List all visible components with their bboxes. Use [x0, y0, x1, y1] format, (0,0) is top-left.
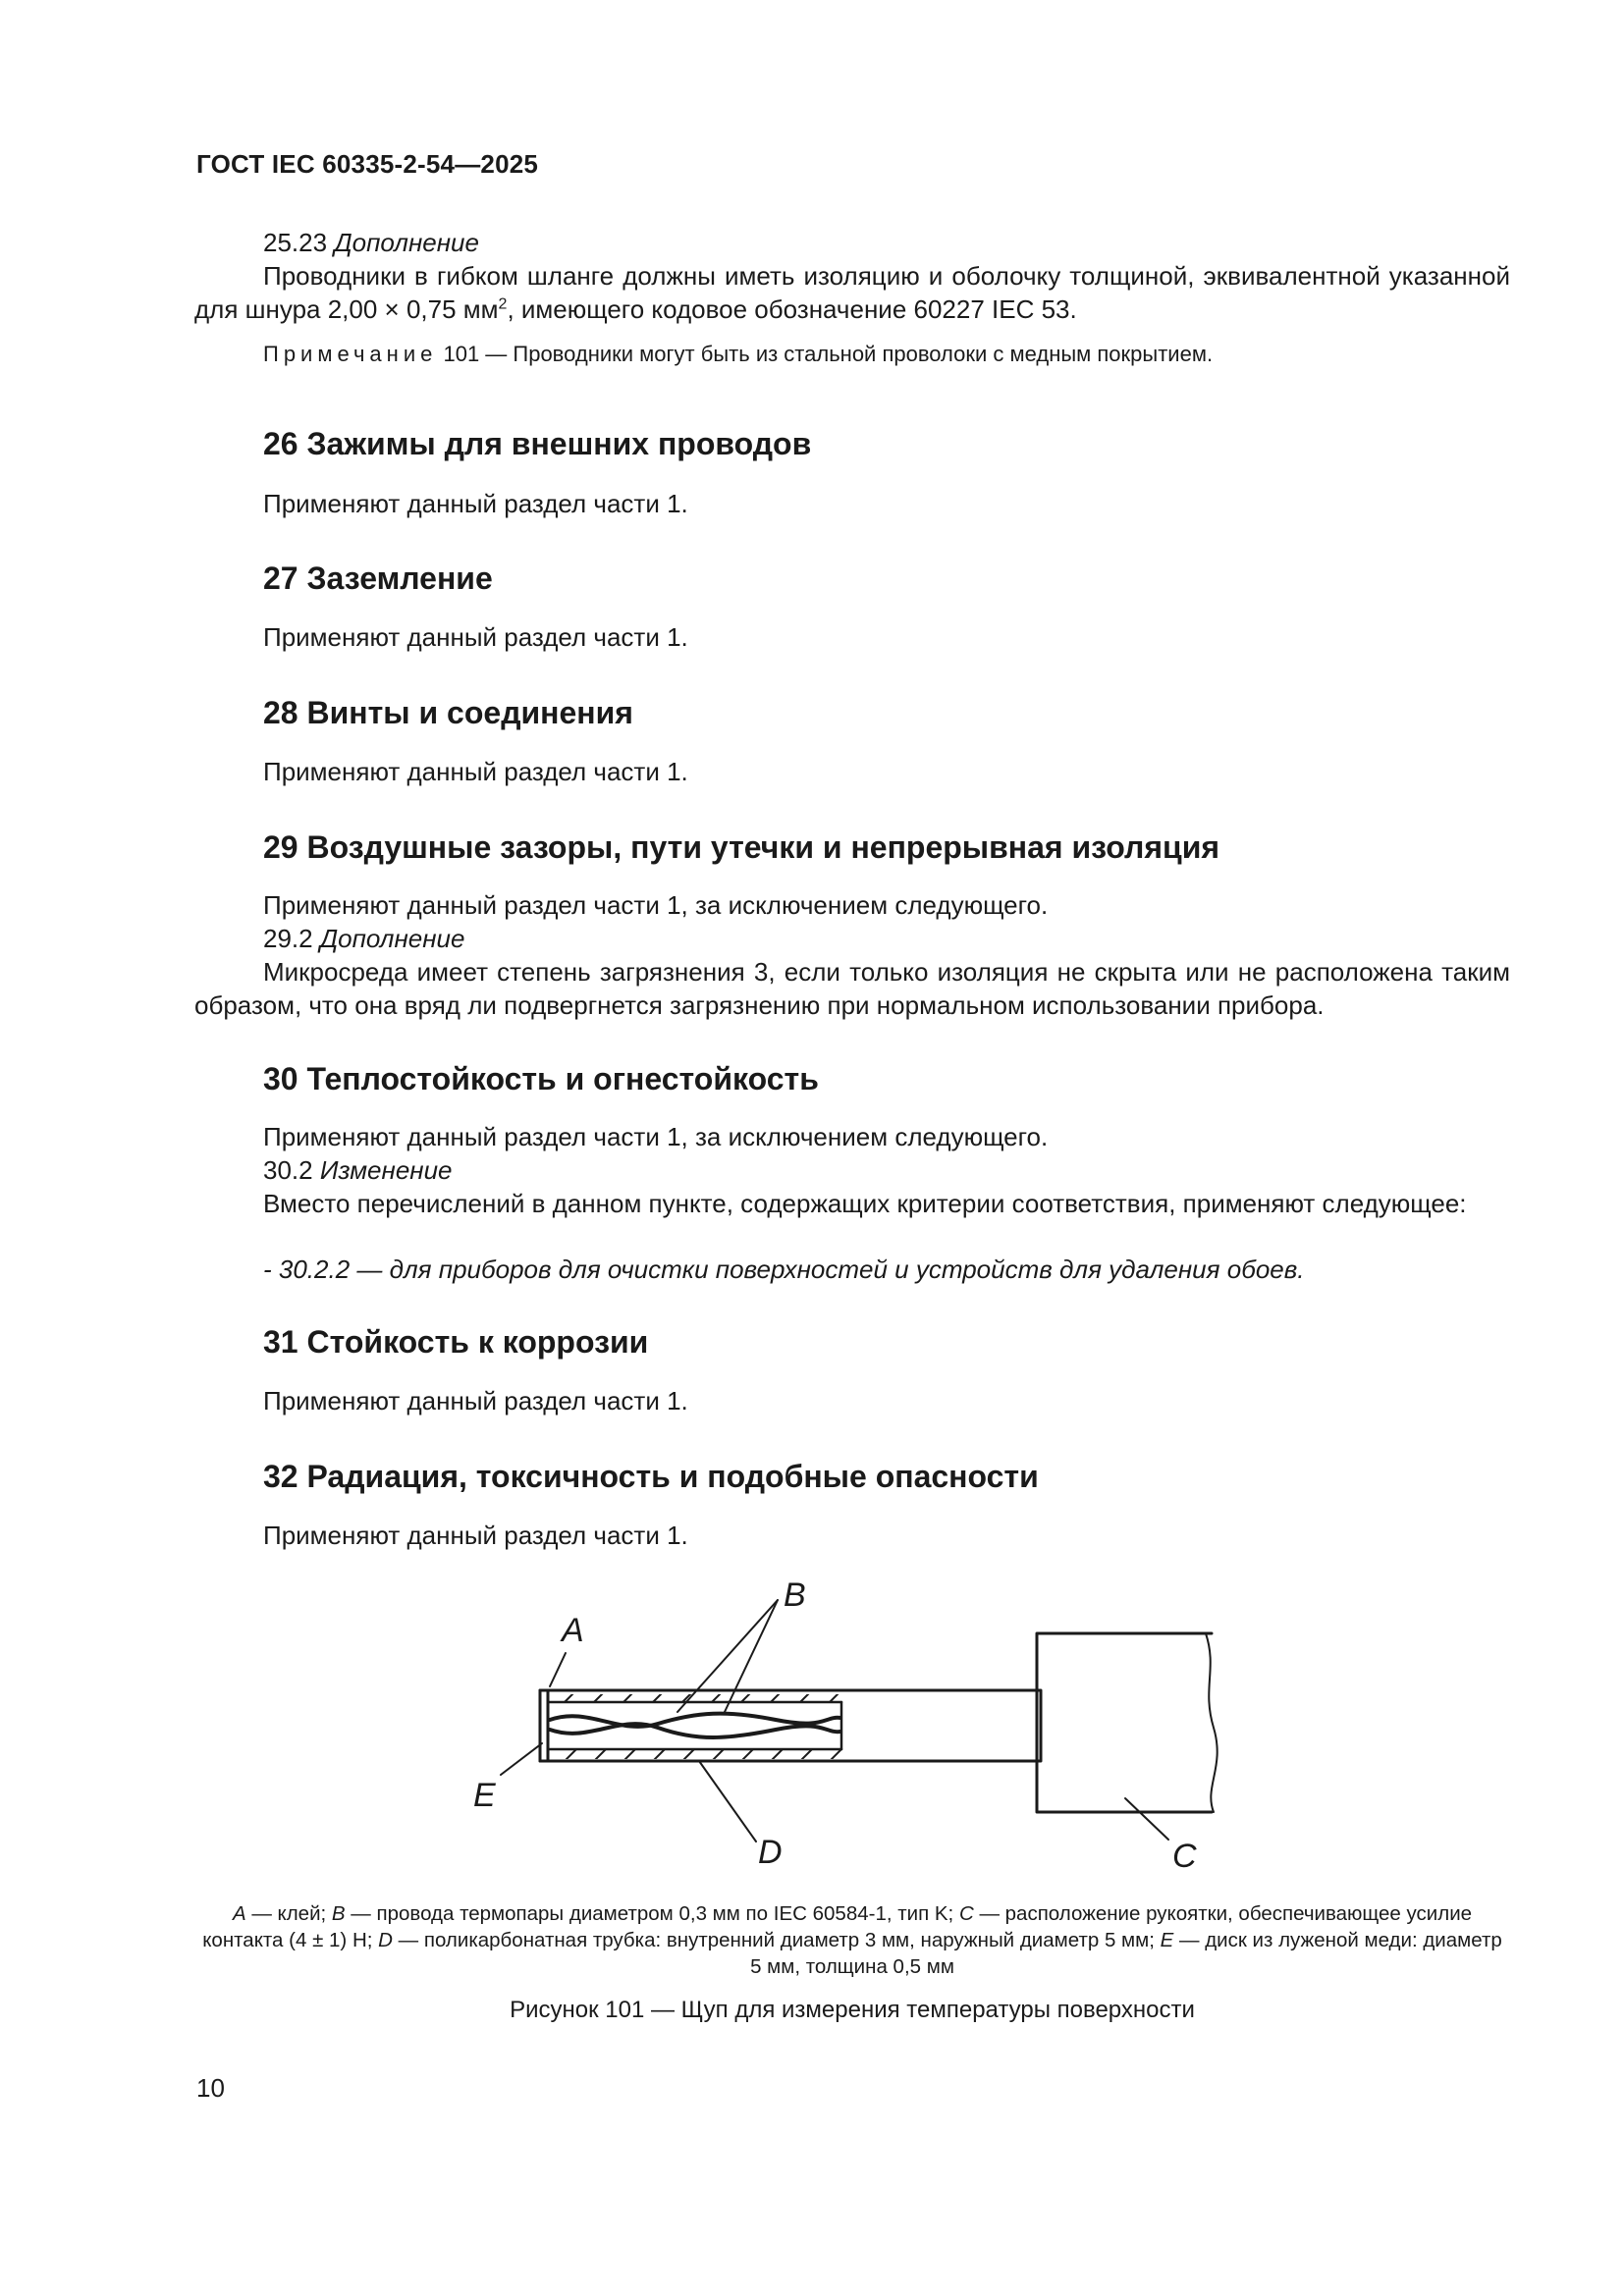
- label-e: E: [473, 1777, 496, 1814]
- clause-number: 25.23: [263, 228, 328, 257]
- clause-30-2-text: Вместо перечислений в данном пункте, содержащих критерии соответствия, применяют следующее:: [263, 1189, 1467, 1218]
- label-b: B: [784, 1576, 806, 1614]
- section-27-text: Применяют данный раздел части 1.: [263, 622, 688, 652]
- clause-25-23-text: [194, 259, 1510, 326]
- section-30-text: Применяют данный раздел части 1, за исключением следующего.: [263, 1122, 1049, 1151]
- clause-30-2-heading: [263, 1153, 453, 1187]
- clause-29-2-text: Микросреда имеет степень загрязнения 3, если только изоляция не скрыта или не расположена таким образом, что она вряд ли подвергнется загрязнению при нормальном использовании прибора.: [194, 957, 1510, 1020]
- handle-c: [1037, 1633, 1212, 1812]
- section-28-text: Применяют данный раздел части 1.: [263, 757, 688, 786]
- note-101: [263, 340, 1213, 369]
- clause-text-part: , имеющего кодовое обозначение 60227 IEC 53.: [507, 294, 1077, 324]
- clause-29-2-heading: [263, 922, 464, 955]
- figure-101-probe-drawing: [0, 1551, 1624, 1885]
- label-d: D: [758, 1834, 783, 1871]
- section-27-title: 27 Заземление: [263, 561, 493, 596]
- section-31-title: 31 Стойкость к коррозии: [263, 1324, 649, 1360]
- clause-number: 30.2: [263, 1155, 313, 1185]
- legend-key: E: [1160, 1929, 1174, 1951]
- legend-key: A: [232, 1902, 246, 1925]
- figure-caption: Рисунок 101 — Щуп для измерения температуры поверхности: [510, 1997, 1195, 2023]
- legend-key: D: [378, 1929, 393, 1951]
- thermocouple-wire-2: [550, 1724, 840, 1737]
- legend-text: — поликарбонатная трубка: внутренний диаметр 3 мм, наружный диаметр 5 мм;: [392, 1929, 1161, 1951]
- label-c: C: [1172, 1838, 1197, 1875]
- section-26-text: Применяют данный раздел части 1.: [263, 489, 688, 518]
- section-31-text: Применяют данный раздел части 1.: [263, 1386, 688, 1415]
- legend-text: — провода термопары диаметром 0,3 мм по IEC 60584-1, тип K;: [345, 1902, 959, 1925]
- legend-key: C: [958, 1902, 974, 1925]
- legend-text: — клей;: [245, 1902, 332, 1925]
- section-29-text: Применяют данный раздел части 1, за исключением следующего.: [263, 890, 1049, 920]
- figure-legend: [194, 1900, 1510, 1980]
- page-number: 10: [196, 2073, 225, 2103]
- label-a: A: [562, 1612, 584, 1649]
- superscript: 2: [498, 295, 508, 313]
- clause-kind: Дополнение: [334, 228, 479, 257]
- clause-kind: Дополнение: [319, 924, 465, 953]
- note-text: 101 — Проводники могут быть из стальной проволоки с медным покрытием.: [443, 342, 1214, 366]
- clause-kind: Изменение: [319, 1155, 453, 1185]
- section-26-title: 26 Зажимы для внешних проводов: [263, 426, 812, 461]
- clause-text-part: Проводники в гибком шланге должны иметь изоляцию и оболочку толщиной, эквивалентной указанной для шнура 2,00 × 0,75 мм: [194, 261, 1510, 324]
- legend-text: — диск из луженой меди: диаметр 5 мм, толщина 0,5 мм: [750, 1929, 1502, 1978]
- clause-number: 29.2: [263, 924, 313, 953]
- legend-key: B: [331, 1902, 346, 1925]
- section-30-title: 30 Теплостойкость и огнестойкость: [263, 1061, 819, 1096]
- document-header: ГОСТ IEC 60335-2-54—2025: [196, 149, 539, 179]
- section-28-title: 28 Винты и соединения: [263, 695, 633, 730]
- section-29-title: 29 Воздушные зазоры, пути утечки и непрерывная изоляция: [263, 829, 1220, 865]
- clause-25-23-heading: [263, 226, 479, 259]
- note-label: Примечание: [263, 342, 438, 366]
- section-32-title: 32 Радиация, токсичность и подобные опасности: [263, 1459, 1039, 1494]
- section-32-text: Применяют данный раздел части 1.: [263, 1521, 688, 1550]
- legend-text: — расположение рукоятки, обеспечивающее усилие контакта (4 ± 1) Н;: [202, 1902, 1473, 1951]
- list-item-30-2-2: - 30.2.2 — для приборов для очистки поверхностей и устройств для удаления обоев.: [263, 1255, 1305, 1284]
